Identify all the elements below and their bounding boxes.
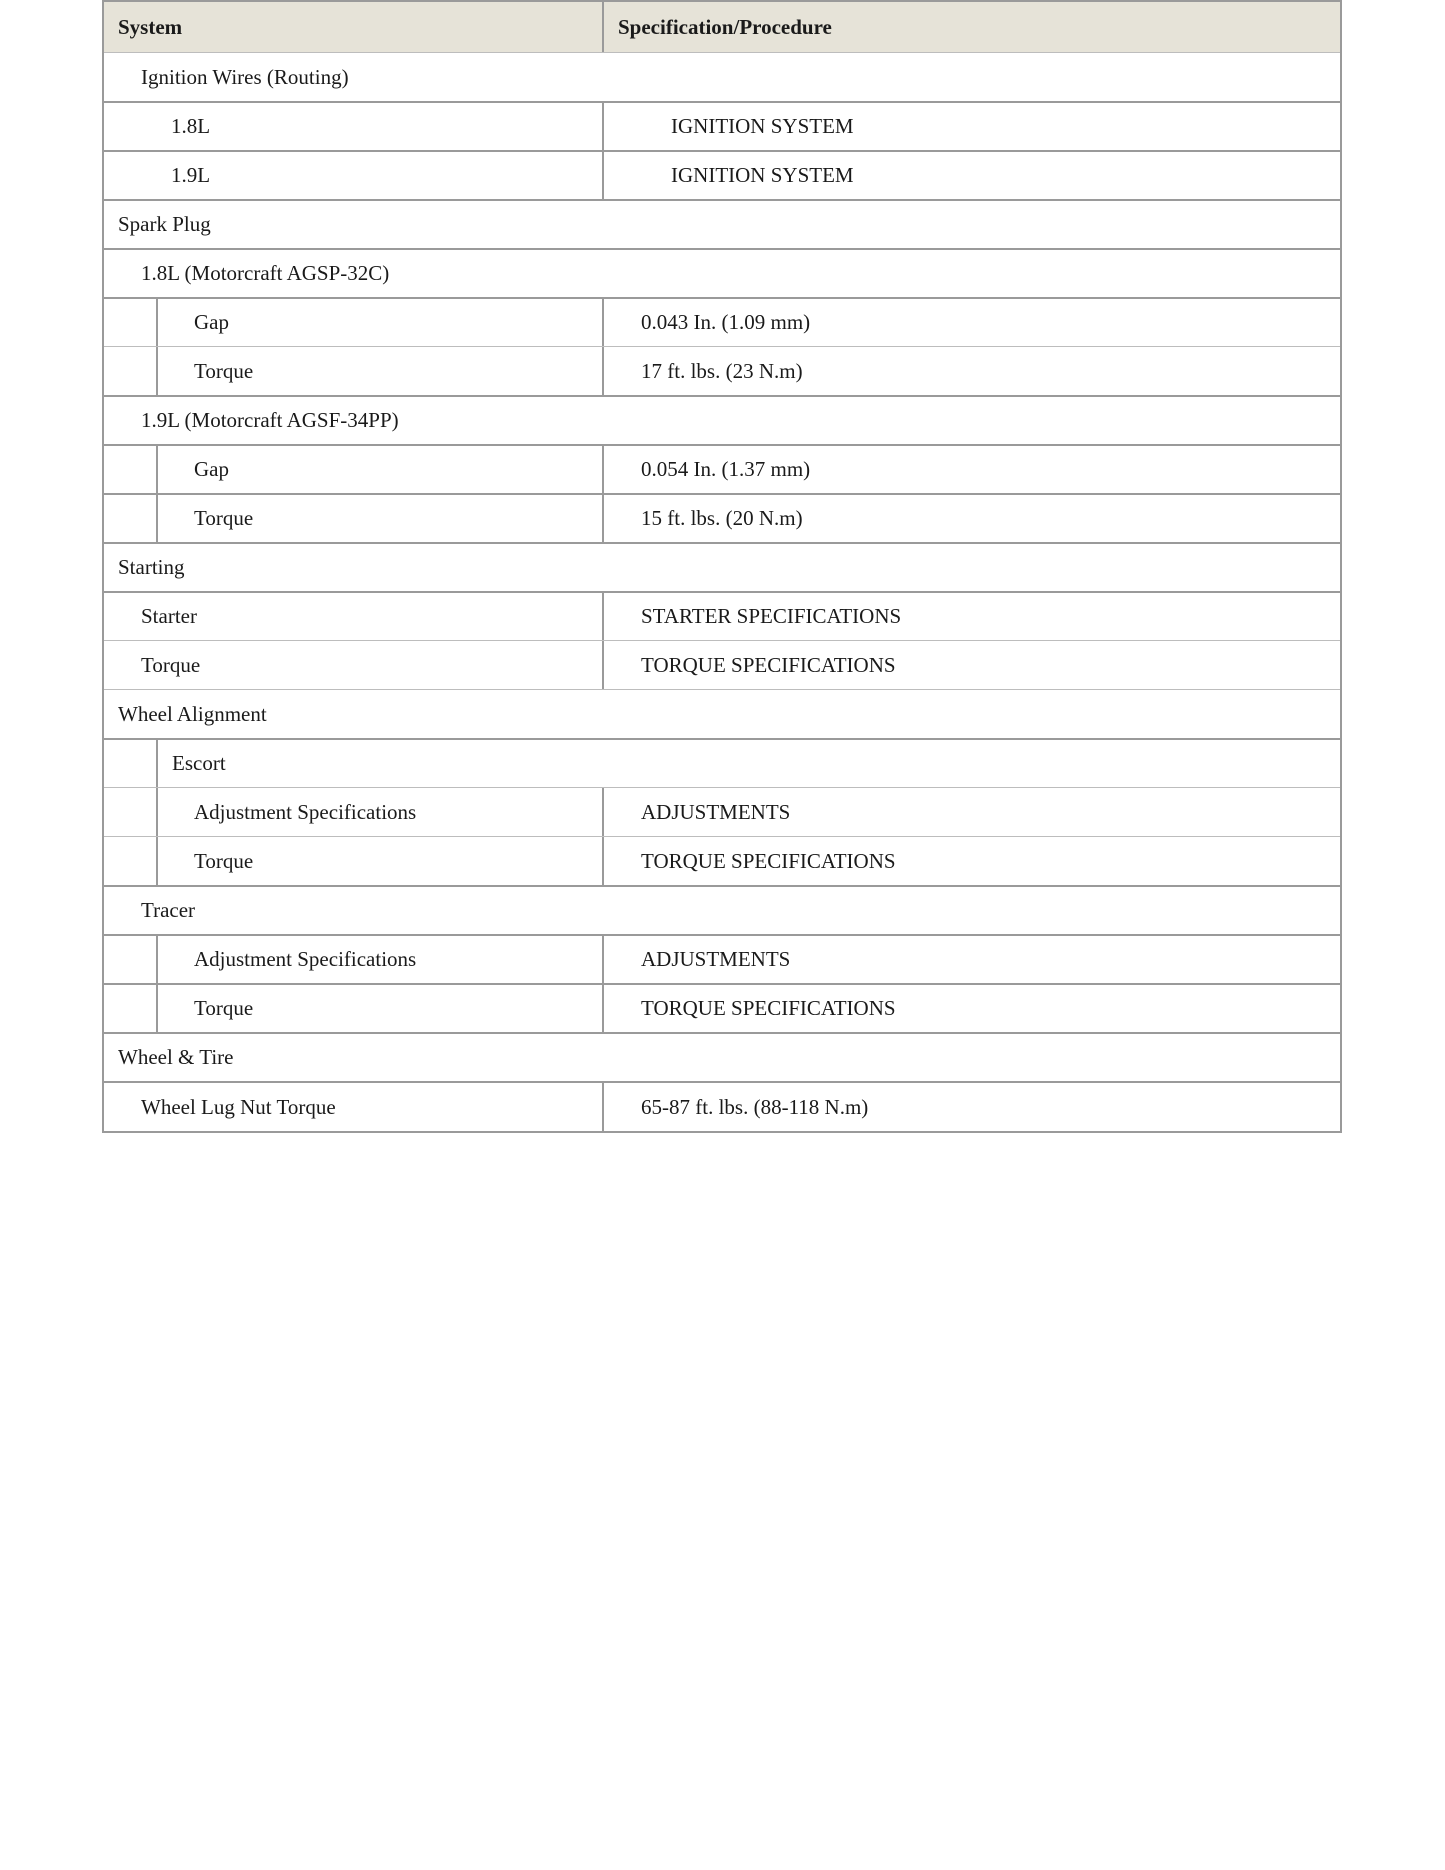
system-label: Torque xyxy=(194,996,254,1020)
section-label: Ignition Wires (Routing) xyxy=(141,64,349,89)
table-row xyxy=(104,52,1340,101)
table-row xyxy=(104,640,1340,689)
system-cell xyxy=(104,788,604,836)
table-row xyxy=(104,689,1340,738)
table-row xyxy=(104,346,1340,395)
section-label: Wheel & Tire xyxy=(118,1045,234,1069)
table-row xyxy=(104,297,1340,346)
system-label: Torque xyxy=(194,506,254,530)
table-row xyxy=(104,738,1340,787)
indent-cell xyxy=(104,837,158,885)
spec-cell: ADJUSTMENTS xyxy=(641,947,791,971)
table-row xyxy=(104,493,1340,542)
system-cell xyxy=(104,446,604,493)
indent-cell xyxy=(104,936,158,983)
spec-cell: TORQUE SPECIFICATIONS xyxy=(641,996,896,1020)
spec-cell: IGNITION SYSTEM xyxy=(671,114,854,138)
table-row xyxy=(104,444,1340,493)
system-label: Torque xyxy=(194,848,254,873)
table-row xyxy=(104,101,1340,150)
table-row xyxy=(104,150,1340,199)
system-cell: 1.9L xyxy=(104,152,604,199)
table-row xyxy=(104,542,1340,591)
indent-cell xyxy=(104,446,158,493)
table-header-row xyxy=(104,2,1340,52)
system-cell xyxy=(104,495,604,542)
system-cell xyxy=(104,985,604,1032)
system-cell xyxy=(104,347,604,395)
indent-cell xyxy=(104,788,158,836)
system-cell xyxy=(104,936,604,983)
subsection-cell xyxy=(104,740,1340,787)
spec-cell: 15 ft. lbs. (20 N.m) xyxy=(641,506,803,530)
table-row xyxy=(104,248,1340,297)
indent-cell xyxy=(104,985,158,1032)
system-cell: Torque xyxy=(104,641,604,689)
spec-cell: TORQUE SPECIFICATIONS xyxy=(641,848,896,873)
spec-cell: 65-87 ft. lbs. (88-118 N.m) xyxy=(641,1094,869,1119)
table-row xyxy=(104,885,1340,934)
spec-cell: TORQUE SPECIFICATIONS xyxy=(641,652,896,677)
spec-cell: 0.043 In. (1.09 mm) xyxy=(641,310,811,334)
system-label: Gap xyxy=(194,457,229,481)
system-label: Adjustment Specifications xyxy=(194,947,417,971)
system-cell: Starter xyxy=(104,593,604,640)
subsection-label: Tracer xyxy=(141,898,196,922)
system-cell: 1.8L xyxy=(104,103,604,150)
table-row xyxy=(104,1032,1340,1081)
system-label: Gap xyxy=(194,310,229,334)
spec-cell: IGNITION SYSTEM xyxy=(671,163,854,187)
system-label: Adjustment Specifications xyxy=(194,799,417,824)
table-row xyxy=(104,395,1340,444)
system-label: Torque xyxy=(194,358,254,383)
system-cell: Wheel Lug Nut Torque xyxy=(104,1083,604,1131)
indent-cell xyxy=(104,347,158,395)
system-cell xyxy=(104,837,604,885)
subsection-label: 1.9L (Motorcraft AGSF-34PP) xyxy=(141,408,399,432)
spec-cell: STARTER SPECIFICATIONS xyxy=(641,604,902,628)
indent-cell xyxy=(104,740,158,787)
indent-cell xyxy=(104,495,158,542)
table-row xyxy=(104,934,1340,983)
table-row xyxy=(104,1081,1340,1131)
column-header-spec: Specification/Procedure xyxy=(618,14,832,39)
table-row xyxy=(104,199,1340,248)
spec-cell: 0.054 In. (1.37 mm) xyxy=(641,457,811,481)
column-header-system: System xyxy=(104,2,604,52)
specification-table xyxy=(102,0,1342,1133)
section-label: Wheel Alignment xyxy=(118,701,267,726)
subsection-label: Escort xyxy=(172,751,226,775)
section-label: Spark Plug xyxy=(118,212,211,236)
table-row xyxy=(104,983,1340,1032)
subsection-label: 1.8L (Motorcraft AGSP-32C) xyxy=(141,261,390,285)
system-cell xyxy=(104,299,604,346)
spec-cell: ADJUSTMENTS xyxy=(641,799,791,824)
table-row xyxy=(104,836,1340,885)
table-row xyxy=(104,787,1340,836)
table-row xyxy=(104,591,1340,640)
indent-cell xyxy=(104,299,158,346)
spec-cell: 17 ft. lbs. (23 N.m) xyxy=(641,358,803,383)
section-label: Starting xyxy=(118,555,185,579)
